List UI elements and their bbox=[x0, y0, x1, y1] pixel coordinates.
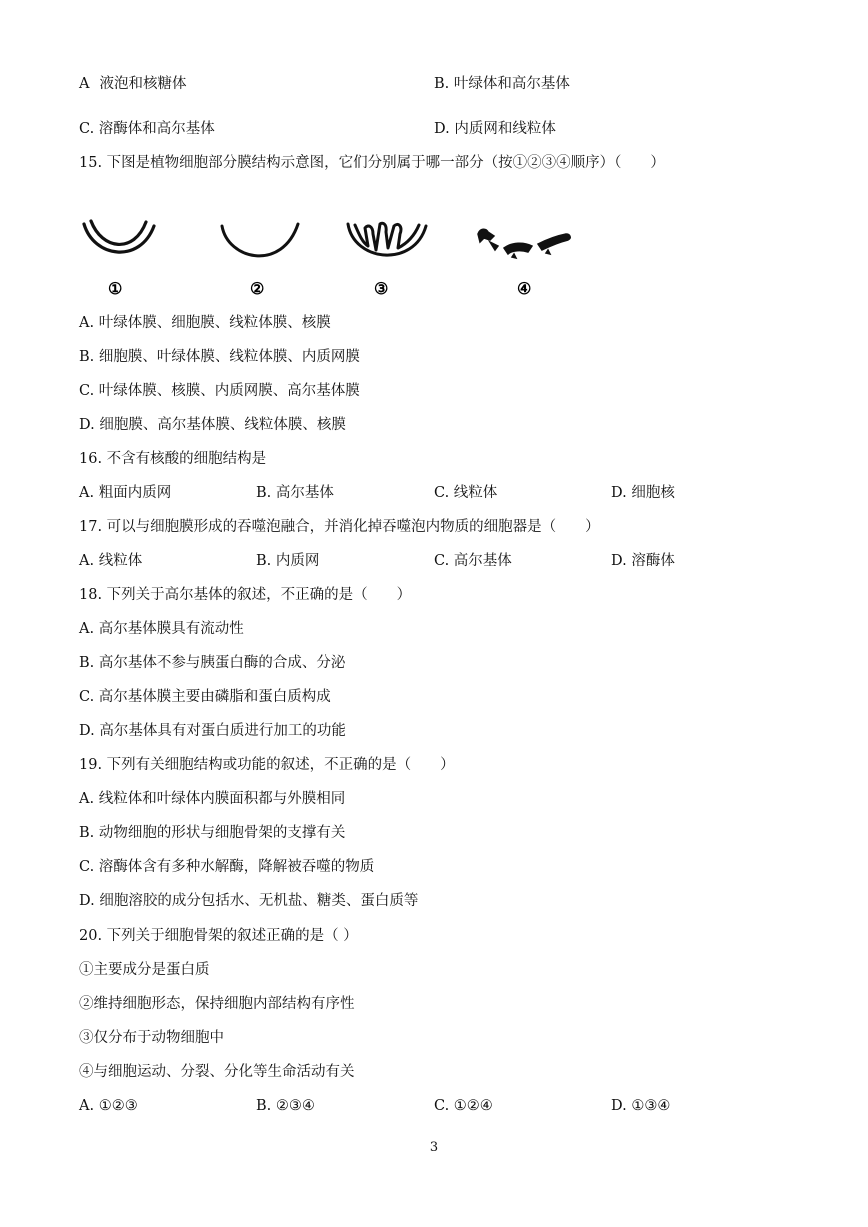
figure-label-4: ④ bbox=[517, 279, 532, 298]
membrane-1-double-smooth bbox=[84, 221, 154, 252]
q16-stem: 16. 不含有核酸的细胞结构是 bbox=[79, 451, 267, 467]
figure-label-3: ③ bbox=[374, 279, 389, 298]
q20-option-b: B. ②③④ bbox=[256, 1098, 315, 1114]
membrane-structure-figure bbox=[76, 212, 596, 304]
q15-stem: 15. 下图是植物细胞部分膜结构示意图，它们分别属于哪一部分（按①②③④顺序）（ ） bbox=[79, 155, 665, 171]
q14-option-b: B. 叶绿体和高尔基体 bbox=[434, 76, 570, 92]
q18-option-c: C. 高尔基体膜主要由磷脂和蛋白质构成 bbox=[79, 689, 331, 705]
q15-option-a: A. 叶绿体膜、细胞膜、线粒体膜、核膜 bbox=[79, 315, 331, 331]
q17-stem: 17. 可以与细胞膜形成的吞噬泡融合，并消化掉吞噬泡内物质的细胞器是（ ） bbox=[79, 519, 600, 535]
q14-option-a: A 液泡和核糖体 bbox=[79, 76, 187, 92]
q19-option-b: B. 动物细胞的形状与细胞骨架的支撑有关 bbox=[79, 825, 346, 841]
q20-option-a: A. ①②③ bbox=[79, 1098, 138, 1114]
q16-option-c: C. 线粒体 bbox=[434, 485, 498, 501]
q17-option-d: D. 溶酶体 bbox=[611, 553, 675, 569]
q17-option-c: C. 高尔基体 bbox=[434, 553, 512, 569]
q18-stem: 18. 下列关于高尔基体的叙述，不正确的是（ ） bbox=[79, 587, 412, 603]
figure-label-1: ① bbox=[108, 279, 123, 298]
q16-option-d: D. 细胞核 bbox=[611, 485, 675, 501]
q19-stem: 19. 下列有关细胞结构或功能的叙述，不正确的是（ ） bbox=[79, 757, 455, 773]
q17-option-b: B. 内质网 bbox=[256, 553, 320, 569]
q17-option-a: A. 线粒体 bbox=[79, 553, 143, 569]
q15-option-c: C. 叶绿体膜、核膜、内质网膜、高尔基体膜 bbox=[79, 383, 360, 399]
q14-option-d: D. 内质网和线粒体 bbox=[434, 121, 556, 137]
q15-option-b: B. 细胞膜、叶绿体膜、线粒体膜、内质网膜 bbox=[79, 349, 360, 365]
q20-statement-1: ①主要成分是蛋白质 bbox=[79, 962, 210, 978]
q16-option-a: A. 粗面内质网 bbox=[79, 485, 172, 501]
q20-statement-3: ③仅分布于动物细胞中 bbox=[79, 1030, 224, 1046]
membrane-3-cristae bbox=[348, 223, 426, 255]
q15-option-d: D. 细胞膜、高尔基体膜、线粒体膜、核膜 bbox=[79, 417, 346, 433]
figure-label-2: ② bbox=[250, 279, 265, 298]
q20-stem: 20. 下列关于细胞骨架的叙述正确的是（ ） bbox=[79, 928, 358, 944]
q18-option-b: B. 高尔基体不参与胰蛋白酶的合成、分泌 bbox=[79, 655, 346, 671]
q20-option-d: D. ①③④ bbox=[611, 1098, 671, 1114]
q19-option-c: C. 溶酶体含有多种水解酶，降解被吞噬的物质 bbox=[79, 859, 375, 875]
membrane-diagrams bbox=[76, 212, 596, 304]
q16-option-b: B. 高尔基体 bbox=[256, 485, 334, 501]
q18-option-d: D. 高尔基体具有对蛋白质进行加工的功能 bbox=[79, 723, 346, 739]
q20-statement-4: ④与细胞运动、分裂、分化等生命活动有关 bbox=[79, 1064, 355, 1080]
membrane-2-single bbox=[222, 224, 298, 256]
membrane-4-nuclear-envelope bbox=[478, 229, 570, 258]
q19-option-a: A. 线粒体和叶绿体内膜面积都与外膜相同 bbox=[79, 791, 346, 807]
q20-option-c: C. ①②④ bbox=[434, 1098, 493, 1114]
q18-option-a: A. 高尔基体膜具有流动性 bbox=[79, 621, 244, 637]
q14-option-c: C. 溶酶体和高尔基体 bbox=[79, 121, 215, 137]
page-number: 3 bbox=[429, 1140, 439, 1155]
q19-option-d: D. 细胞溶胶的成分包括水、无机盐、糖类、蛋白质等 bbox=[79, 893, 419, 909]
q20-statement-2: ②维持细胞形态，保持细胞内部结构有序性 bbox=[79, 996, 355, 1012]
